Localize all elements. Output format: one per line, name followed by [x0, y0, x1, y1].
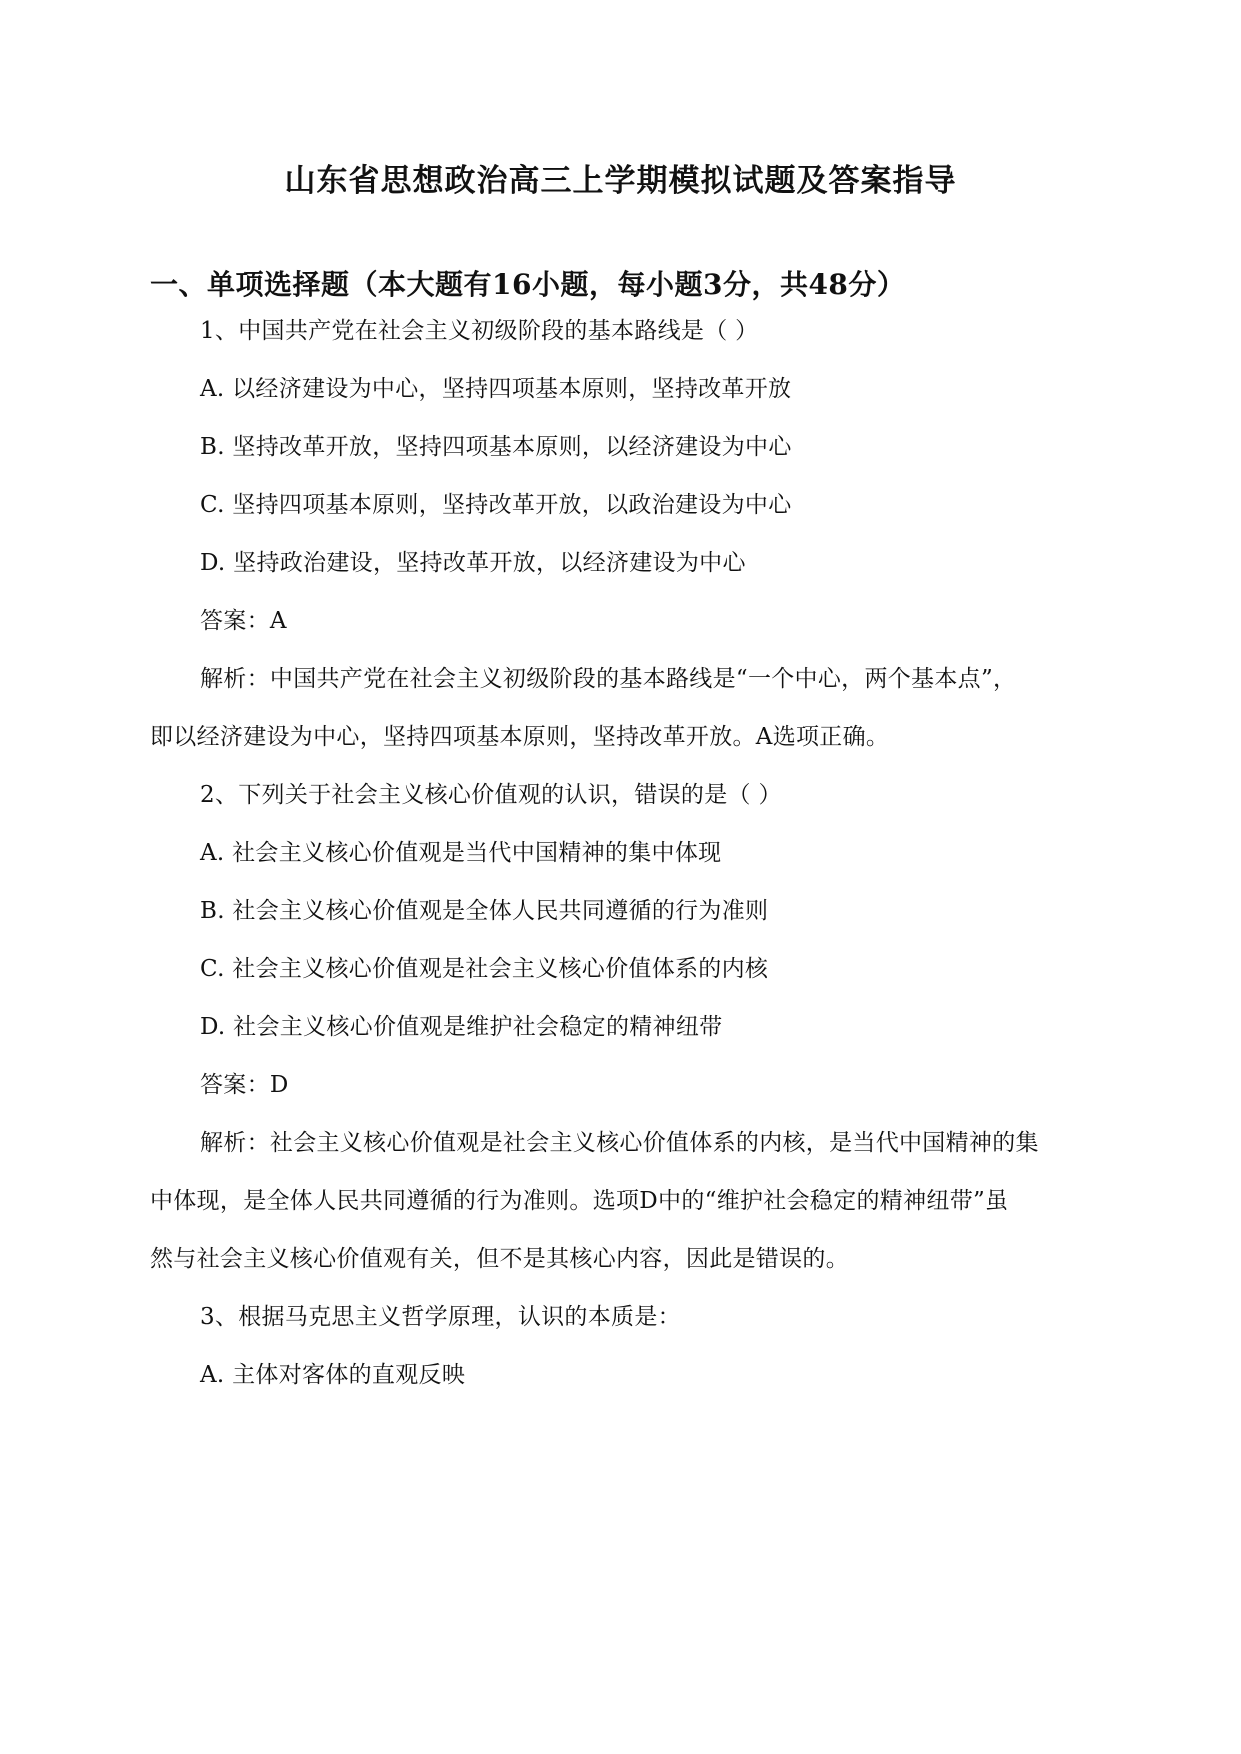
question-1-option-a: A. 以经济建设为中心，坚持四项基本原则，坚持改革开放 — [200, 376, 792, 402]
question-2-analysis-line: 中体现，是全体人民共同遵循的行为准则。选项D中的“维护社会稳定的精神纽带”虽 — [150, 1188, 1009, 1214]
question-1-answer: 答案：A — [200, 608, 287, 634]
question-2-answer: 答案：D — [200, 1072, 289, 1098]
question-2-option-b: B. 社会主义核心价值观是全体人民共同遵循的行为准则 — [200, 898, 769, 924]
question-2-analysis-line: 解析：社会主义核心价值观是社会主义核心价值体系的内核，是当代中国精神的集 — [200, 1130, 1039, 1156]
question-2-option-a: A. 社会主义核心价值观是当代中国精神的集中体现 — [200, 840, 722, 866]
section-heading: 一、单项选择题（本大题有16小题，每小题3分，共48分） — [150, 268, 906, 301]
question-2-option-d: D. 社会主义核心价值观是维护社会稳定的精神纽带 — [200, 1014, 723, 1040]
question-2-option-c: C. 社会主义核心价值观是社会主义核心价值体系的内核 — [200, 956, 769, 982]
question-3-stem: 3、根据马克思主义哲学原理，认识的本质是： — [200, 1304, 681, 1330]
question-1-analysis-line: 即以经济建设为中心，坚持四项基本原则，坚持改革开放。A选项正确。 — [150, 724, 890, 750]
question-3-option-a: A. 主体对客体的直观反映 — [200, 1362, 466, 1388]
question-1-option-d: D. 坚持政治建设，坚持改革开放，以经济建设为中心 — [200, 550, 746, 576]
question-1-analysis-line: 解析：中国共产党在社会主义初级阶段的基本路线是“一个中心，两个基本点”， — [200, 666, 1017, 692]
question-2-analysis-line: 然与社会主义核心价值观有关，但不是其核心内容，因此是错误的。 — [150, 1246, 849, 1272]
question-1-option-b: B. 坚持改革开放，坚持四项基本原则，以经济建设为中心 — [200, 434, 792, 460]
document-title: 山东省思想政治高三上学期模拟试题及答案指导 — [284, 163, 957, 199]
question-1-stem: 1、中国共产党在社会主义初级阶段的基本路线是（ ） — [200, 318, 759, 344]
question-1-option-c: C. 坚持四项基本原则，坚持改革开放，以政治建设为中心 — [200, 492, 792, 518]
question-2-stem: 2、下列关于社会主义核心价值观的认识，错误的是（ ） — [200, 782, 782, 808]
